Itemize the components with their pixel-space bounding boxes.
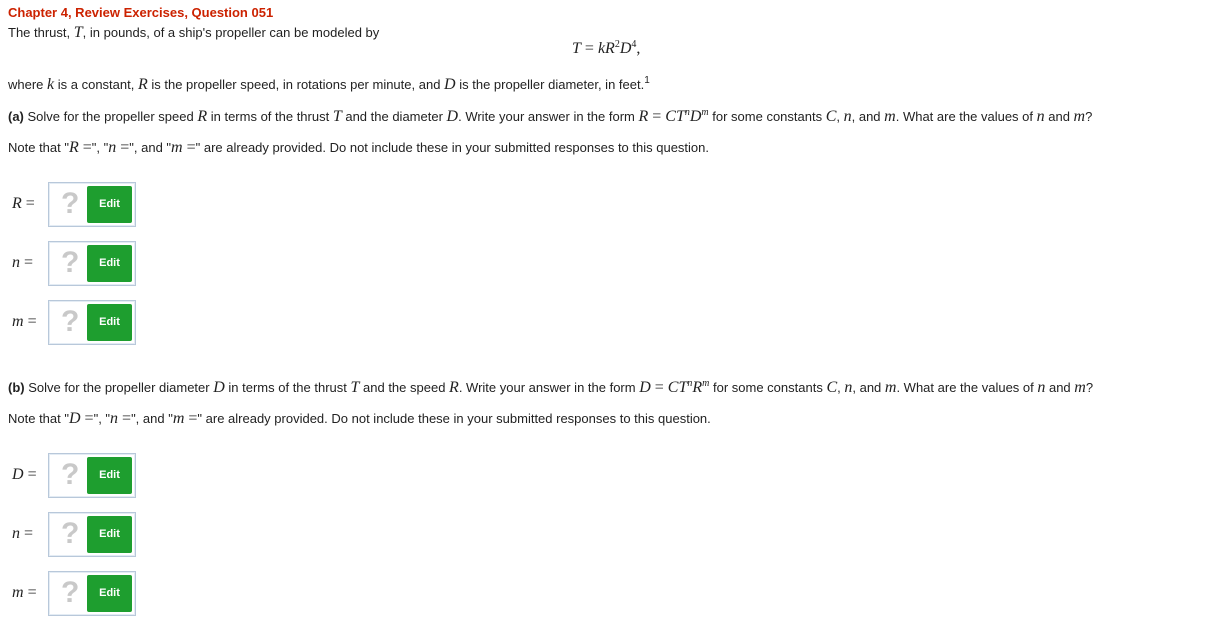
part-a-prompt: (a) Solve for the propeller speed R in terms of the thrust T and the diameter D. Write your answer in the form $R = CT^nD^m$ for some constants C, n, and m. What are the values of n and m? xyxy=(8,107,1093,125)
answer-label: n = xyxy=(12,254,34,271)
thrust-formula: $T = kR^2D^4$, xyxy=(572,39,641,57)
question-mark-icon: ? xyxy=(61,187,80,220)
edit-button-a-m[interactable]: Edit xyxy=(87,304,132,341)
edit-button-a-n[interactable]: Edit xyxy=(87,245,132,282)
question-title: Chapter 4, Review Exercises, Question 051 xyxy=(8,5,274,20)
question-mark-icon: ? xyxy=(61,458,80,491)
answer-row-b-m xyxy=(8,570,136,616)
answer-label: m = xyxy=(12,313,37,330)
answer-row-a-m xyxy=(8,299,136,345)
question-mark-icon: ? xyxy=(61,246,80,279)
part-b-note: Note that "D =", "n =", and "m =" are already provided. Do not include these in your submitted responses to this question. xyxy=(8,410,711,427)
question-mark-icon: ? xyxy=(61,517,80,550)
answer-box-a-m[interactable] xyxy=(48,300,136,345)
answer-box-b-d[interactable] xyxy=(48,453,136,498)
answer-box-b-n[interactable] xyxy=(48,512,136,557)
edit-button-a-r[interactable]: Edit xyxy=(87,186,132,223)
answer-row-b-n xyxy=(8,511,136,557)
answer-row-b-d xyxy=(8,452,136,498)
answer-label: m = xyxy=(12,584,37,601)
intro-text: The thrust, T, in pounds, of a ship's propeller can be modeled by xyxy=(8,24,380,41)
footnote-marker[interactable]: 1 xyxy=(644,75,650,86)
part-a-note: Note that "R =", "n =", and "m =" are already provided. Do not include these in your submitted responses to this question. xyxy=(8,139,709,156)
edit-button-b-d[interactable]: Edit xyxy=(87,457,132,494)
answer-label: D = xyxy=(12,466,37,483)
answer-row-a-r xyxy=(8,181,136,227)
part-b-prompt: (b) Solve for the propeller diameter D in terms of the thrust T and the speed R. Write your answer in the form $D = CT^nR^m$ for some constants C, n, and m. What are the values of n and m? xyxy=(8,378,1094,396)
answer-label: R = xyxy=(12,195,35,212)
question-mark-icon: ? xyxy=(61,305,80,338)
edit-button-b-n[interactable]: Edit xyxy=(87,516,132,553)
edit-button-b-m[interactable]: Edit xyxy=(87,575,132,612)
answer-box-a-n[interactable] xyxy=(48,241,136,286)
answer-label: n = xyxy=(12,525,34,542)
answer-row-a-n xyxy=(8,240,136,286)
question-mark-icon: ? xyxy=(61,576,80,609)
answer-box-a-r[interactable] xyxy=(48,182,136,227)
answer-box-b-m[interactable] xyxy=(48,571,136,616)
variable-definitions: where k is a constant, R is the propeller speed, in rotations per minute, and D is the propeller diameter, in feet.$^1$ xyxy=(8,75,650,93)
